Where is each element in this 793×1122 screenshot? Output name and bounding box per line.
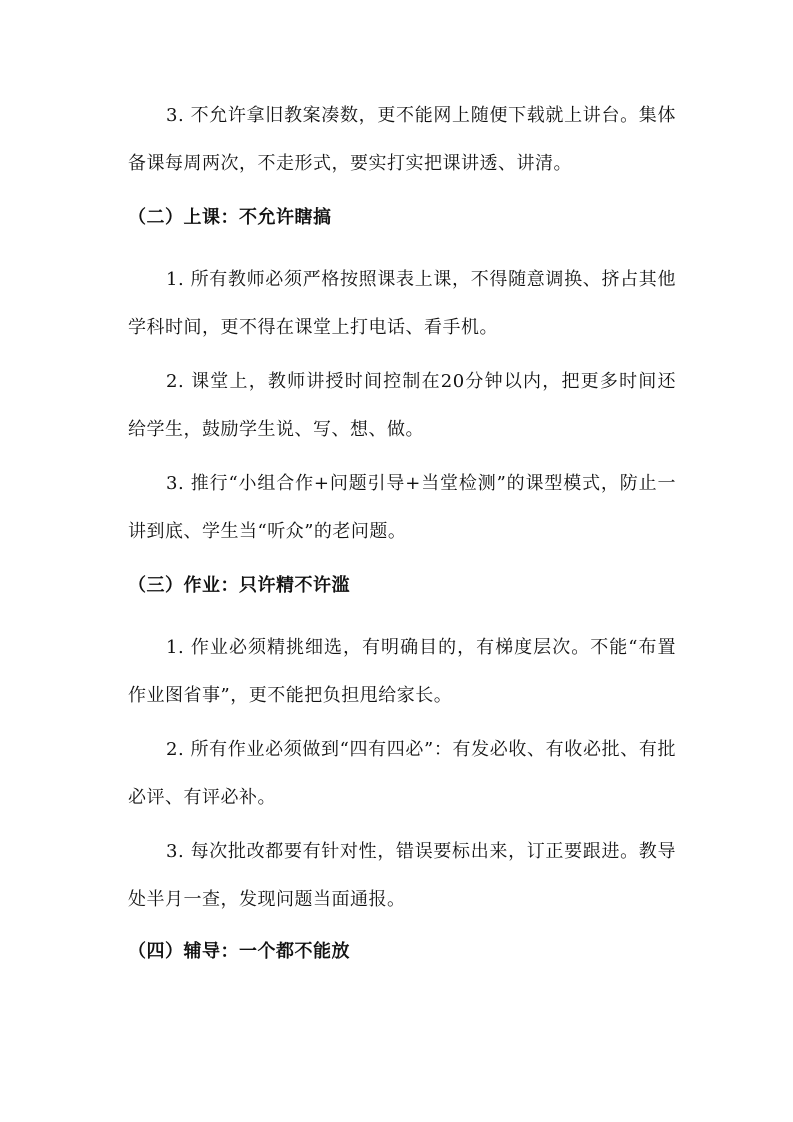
heading-class: （二）上课：不允许瞎搞 <box>128 207 332 228</box>
paragraph-lesson-prep-3: 3. 不允许拿旧教案凑数，更不能网上随便下载就上讲台。集体备课每周两次，不走形式，要实打实把课讲透、讲清。 <box>128 105 676 174</box>
heading-tutoring: （四）辅导：一个都不能放 <box>128 941 350 962</box>
heading-homework: （三）作业：只许精不许滥 <box>128 575 350 596</box>
paragraph-class-3: 3. 推行“小组合作+问题引导+当堂检测”的课型模式，防止一讲到底、学生当“听众”的老问题。 <box>128 473 676 542</box>
paragraph-homework-1: 1. 作业必须精挑细选，有明确目的，有梯度层次。不能“布置作业图省事”，更不能把负担甩给家长。 <box>128 637 676 706</box>
paragraph-homework-2: 2. 所有作业必须做到“四有四必”：有发必收、有收必批、有批必评、有评必补。 <box>128 739 676 808</box>
paragraph-class-2: 2. 课堂上，教师讲授时间控制在20分钟以内，把更多时间还给学生，鼓励学生说、写、想、做。 <box>128 371 676 440</box>
paragraph-homework-3: 3. 每次批改都要有针对性，错误要标出来，订正要跟进。教导处半月一查，发现问题当面通报。 <box>128 841 676 910</box>
paragraph-class-1: 1. 所有教师必须严格按照课表上课，不得随意调换、挤占其他学科时间，更不得在课堂上打电话、看手机。 <box>128 269 676 338</box>
